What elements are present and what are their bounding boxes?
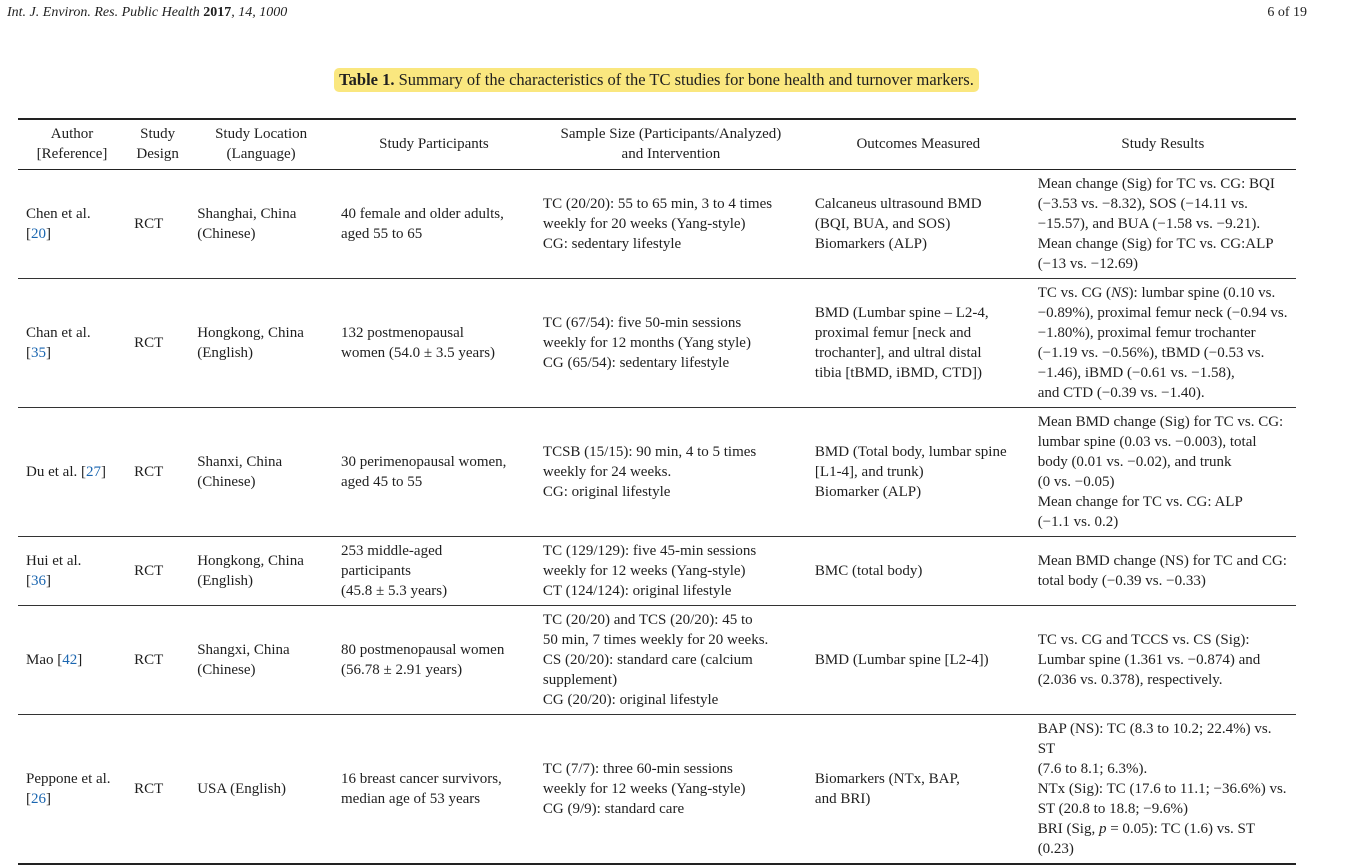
location-cell: Shangxi, China (Chinese) [189, 605, 333, 714]
reference-link[interactable]: 36 [31, 572, 46, 589]
reference-link[interactable]: 27 [85, 463, 101, 480]
design-cell: RCT [126, 407, 189, 536]
participants-cell: 40 female and older adults, aged 55 to 65 [333, 169, 535, 278]
sample-cell: TC (20/20) and TCS (20/20): 45 to 50 min, 7 times weekly for 20 weeks. CS (20/20): standard care (calcium supplement) CG (20/20): original lifestyle [535, 605, 807, 714]
reference-link[interactable]: 35 [31, 344, 46, 361]
participants-cell: 30 perimenopausal women, aged 45 to 55 [333, 407, 535, 536]
location-cell: USA (English) [189, 714, 333, 864]
sample-cell: TC (67/54): five 50-min sessions weekly for 12 months (Yang style) CG (65/54): sedentary lifestyle [535, 278, 807, 407]
outcomes-cell: BMD (Total body, lumbar spine [L1-4], and trunk) Biomarker (ALP) [807, 407, 1030, 536]
location-cell: Shanxi, China (Chinese) [189, 407, 333, 536]
running-header-citation: Int. J. Environ. Res. Public Health 2017, 14, 1000 [7, 5, 288, 20]
table-row [18, 278, 1296, 407]
outcomes-cell: Calcaneus ultrasound BMD (BQI, BUA, and SOS) Biomarkers (ALP) [807, 169, 1030, 278]
participants-cell: 253 middle-aged participants (45.8 ± 5.3 years) [333, 536, 535, 605]
table-row [18, 169, 1296, 278]
sample-cell: TC (129/129): five 45-min sessions weekly for 12 weeks (Yang-style) CT (124/124): original lifestyle [535, 536, 807, 605]
col-header-author: Author [Reference] [18, 119, 126, 169]
reference-link[interactable]: 20 [31, 225, 46, 242]
participants-cell: 132 postmenopausal women (54.0 ± 3.5 years) [333, 278, 535, 407]
results-cell: Mean BMD change (NS) for TC and CG: total body (−0.39 vs. −0.33) [1030, 536, 1296, 605]
location-cell: Shanghai, China (Chinese) [189, 169, 333, 278]
author-cell: Mao [42] [18, 605, 126, 714]
table-caption [0, 70, 1313, 90]
col-header-outcomes: Outcomes Measured [807, 119, 1030, 169]
results-cell: Mean change (Sig) for TC vs. CG: BQI (−3.53 vs. −8.32), SOS (−14.11 vs. −15.57), and BUA (−1.58 vs. −9.21). Mean change (Sig) for TC vs. CG:ALP (−13 vs. −12.69) [1030, 169, 1296, 278]
studies-table [18, 118, 1296, 865]
reference-link[interactable]: 42 [62, 651, 78, 668]
outcomes-cell: BMC (total body) [807, 536, 1030, 605]
design-cell: RCT [126, 278, 189, 407]
reference-link[interactable]: 26 [31, 790, 46, 807]
table-row [18, 407, 1296, 536]
design-cell: RCT [126, 605, 189, 714]
col-header-location: Study Location (Language) [189, 119, 333, 169]
sample-cell: TC (20/20): 55 to 65 min, 3 to 4 times weekly for 20 weeks (Yang-style) CG: sedentary lifestyle [535, 169, 807, 278]
results-cell: Mean BMD change (Sig) for TC vs. CG: lumbar spine (0.03 vs. −0.003), total body (0.01 vs. −0.02), and trunk (0 vs. −0.05) Mean change for TC vs. CG: ALP (−1.1 vs. 0.2) [1030, 407, 1296, 536]
results-cell: BAP (NS): TC (8.3 to 10.2; 22.4%) vs. ST (7.6 to 8.1; 6.3%). NTx (Sig): TC (17.6 to 11.1; −36.6%) vs. ST (20.8 to 18.8; −9.6%) BRI (Sig, p = 0.05): TC (1.6) vs. ST (0.23) [1030, 714, 1296, 864]
col-header-participants: Study Participants [333, 119, 535, 169]
results-cell: TC vs. CG and TCCS vs. CS (Sig): Lumbar spine (1.361 vs. −0.874) and (2.036 vs. 0.378), respectively. [1030, 605, 1296, 714]
results-cell: TC vs. CG (NS): lumbar spine (0.10 vs. −0.89%), proximal femur neck (−0.94 vs. −1.80%), proximal femur trochanter (−1.19 vs. −0.56%), tBMD (−0.53 vs. −1.46), iBMD (−0.61 vs. −1.58), and CTD (−0.39 vs. −1.40). [1030, 278, 1296, 407]
caption-highlight: Table 1. Summary of the characteristics of the TC studies for bone health and turnover markers. [334, 68, 979, 92]
participants-cell: 16 breast cancer survivors, median age of 53 years [333, 714, 535, 864]
design-cell: RCT [126, 169, 189, 278]
author-cell: Du et al. [27] [18, 407, 126, 536]
author-cell: Chan et al. [35] [18, 278, 126, 407]
location-cell: Hongkong, China (English) [189, 278, 333, 407]
design-cell: RCT [126, 714, 189, 864]
outcomes-cell: BMD (Lumbar spine [L2-4]) [807, 605, 1030, 714]
author-cell: Chen et al. [20] [18, 169, 126, 278]
table-row [18, 714, 1296, 864]
location-cell: Hongkong, China (English) [189, 536, 333, 605]
col-header-design: Study Design [126, 119, 189, 169]
sample-cell: TC (7/7): three 60-min sessions weekly for 12 weeks (Yang-style) CG (9/9): standard care [535, 714, 807, 864]
author-cell: Hui et al. [36] [18, 536, 126, 605]
design-cell: RCT [126, 536, 189, 605]
outcomes-cell: BMD (Lumbar spine – L2-4, proximal femur [neck and trochanter], and ultral distal tibia [tBMD, iBMD, CTD]) [807, 278, 1030, 407]
table-row [18, 536, 1296, 605]
table-row [18, 605, 1296, 714]
participants-cell: 80 postmenopausal women (56.78 ± 2.91 years) [333, 605, 535, 714]
table-header-row [18, 119, 1296, 169]
outcomes-cell: Biomarkers (NTx, BAP, and BRI) [807, 714, 1030, 864]
sample-cell: TCSB (15/15): 90 min, 4 to 5 times weekly for 24 weeks. CG: original lifestyle [535, 407, 807, 536]
col-header-sample: Sample Size (Participants/Analyzed) and Intervention [535, 119, 807, 169]
author-cell: Peppone et al. [26] [18, 714, 126, 864]
col-header-results: Study Results [1030, 119, 1296, 169]
page-number: 6 of 19 [1267, 5, 1307, 20]
